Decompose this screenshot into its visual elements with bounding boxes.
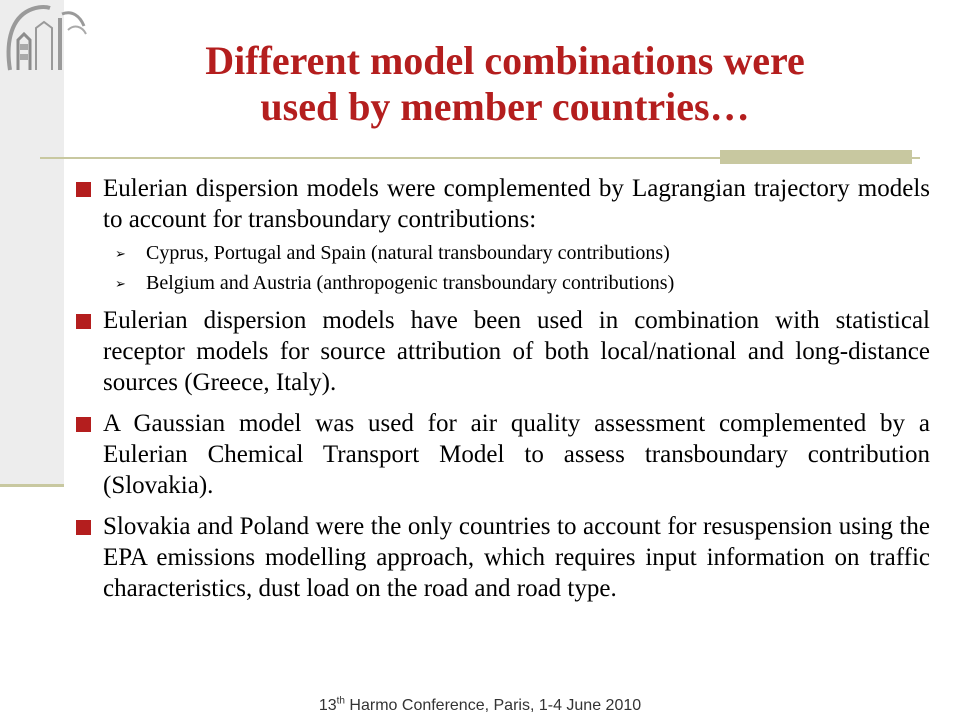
- square-bullet-icon: [76, 314, 91, 329]
- slide-title: [90, 38, 920, 130]
- bullet-item: [76, 511, 930, 604]
- footer-superscript: th: [336, 695, 345, 707]
- bullet-text: Eulerian dispersion models were complemented by Lagrangian trajectory models to account for transboundary contributions:: [103, 175, 930, 233]
- bullet-item: [76, 173, 930, 295]
- bullet-text: Eulerian dispersion models have been used in combination with statistical receptor models for source attribution of both local/national and long-distance sources (Greece, Italy).: [103, 307, 930, 396]
- footer-number: 13: [318, 697, 337, 714]
- bullet-text: A Gaussian model was used for air quality assessment complemented by a Eulerian Chemical Transport Model to assess transboundary contribution (Slovakia).: [103, 410, 930, 499]
- bullet-item: [76, 305, 930, 398]
- sidebar-divider: [0, 484, 64, 487]
- title-line-2: used by member countries…: [260, 84, 750, 129]
- square-bullet-icon: [76, 182, 91, 197]
- sub-bullet-list: [103, 241, 930, 295]
- title-line-1: Different model combinations were: [205, 38, 805, 83]
- square-bullet-icon: [76, 520, 91, 535]
- building-sketch-logo-icon: [0, 0, 100, 90]
- title-accent-bar: [720, 150, 912, 164]
- sub-bullet-text: Belgium and Austria (anthropogenic transboundary contributions): [146, 272, 675, 294]
- arrowhead-bullet-icon: ➢: [115, 276, 126, 291]
- bullet-item: [76, 408, 930, 501]
- bullet-text: Slovakia and Poland were the only countries to account for resuspension using the EPA emissions modelling approach, which requires input information on traffic characteristics, dust load on the road and road type.: [103, 513, 930, 602]
- footer-text: Harmo Conference, Paris, 1-4 June 2010: [344, 697, 642, 714]
- slide-footer: [0, 696, 960, 716]
- arrowhead-bullet-icon: ➢: [115, 246, 126, 261]
- sub-bullet-item: [103, 271, 930, 295]
- sub-bullet-text: Cyprus, Portugal and Spain (natural transboundary contributions): [146, 242, 670, 264]
- sub-bullet-item: [103, 241, 930, 265]
- bullet-list: [76, 173, 930, 614]
- square-bullet-icon: [76, 417, 91, 432]
